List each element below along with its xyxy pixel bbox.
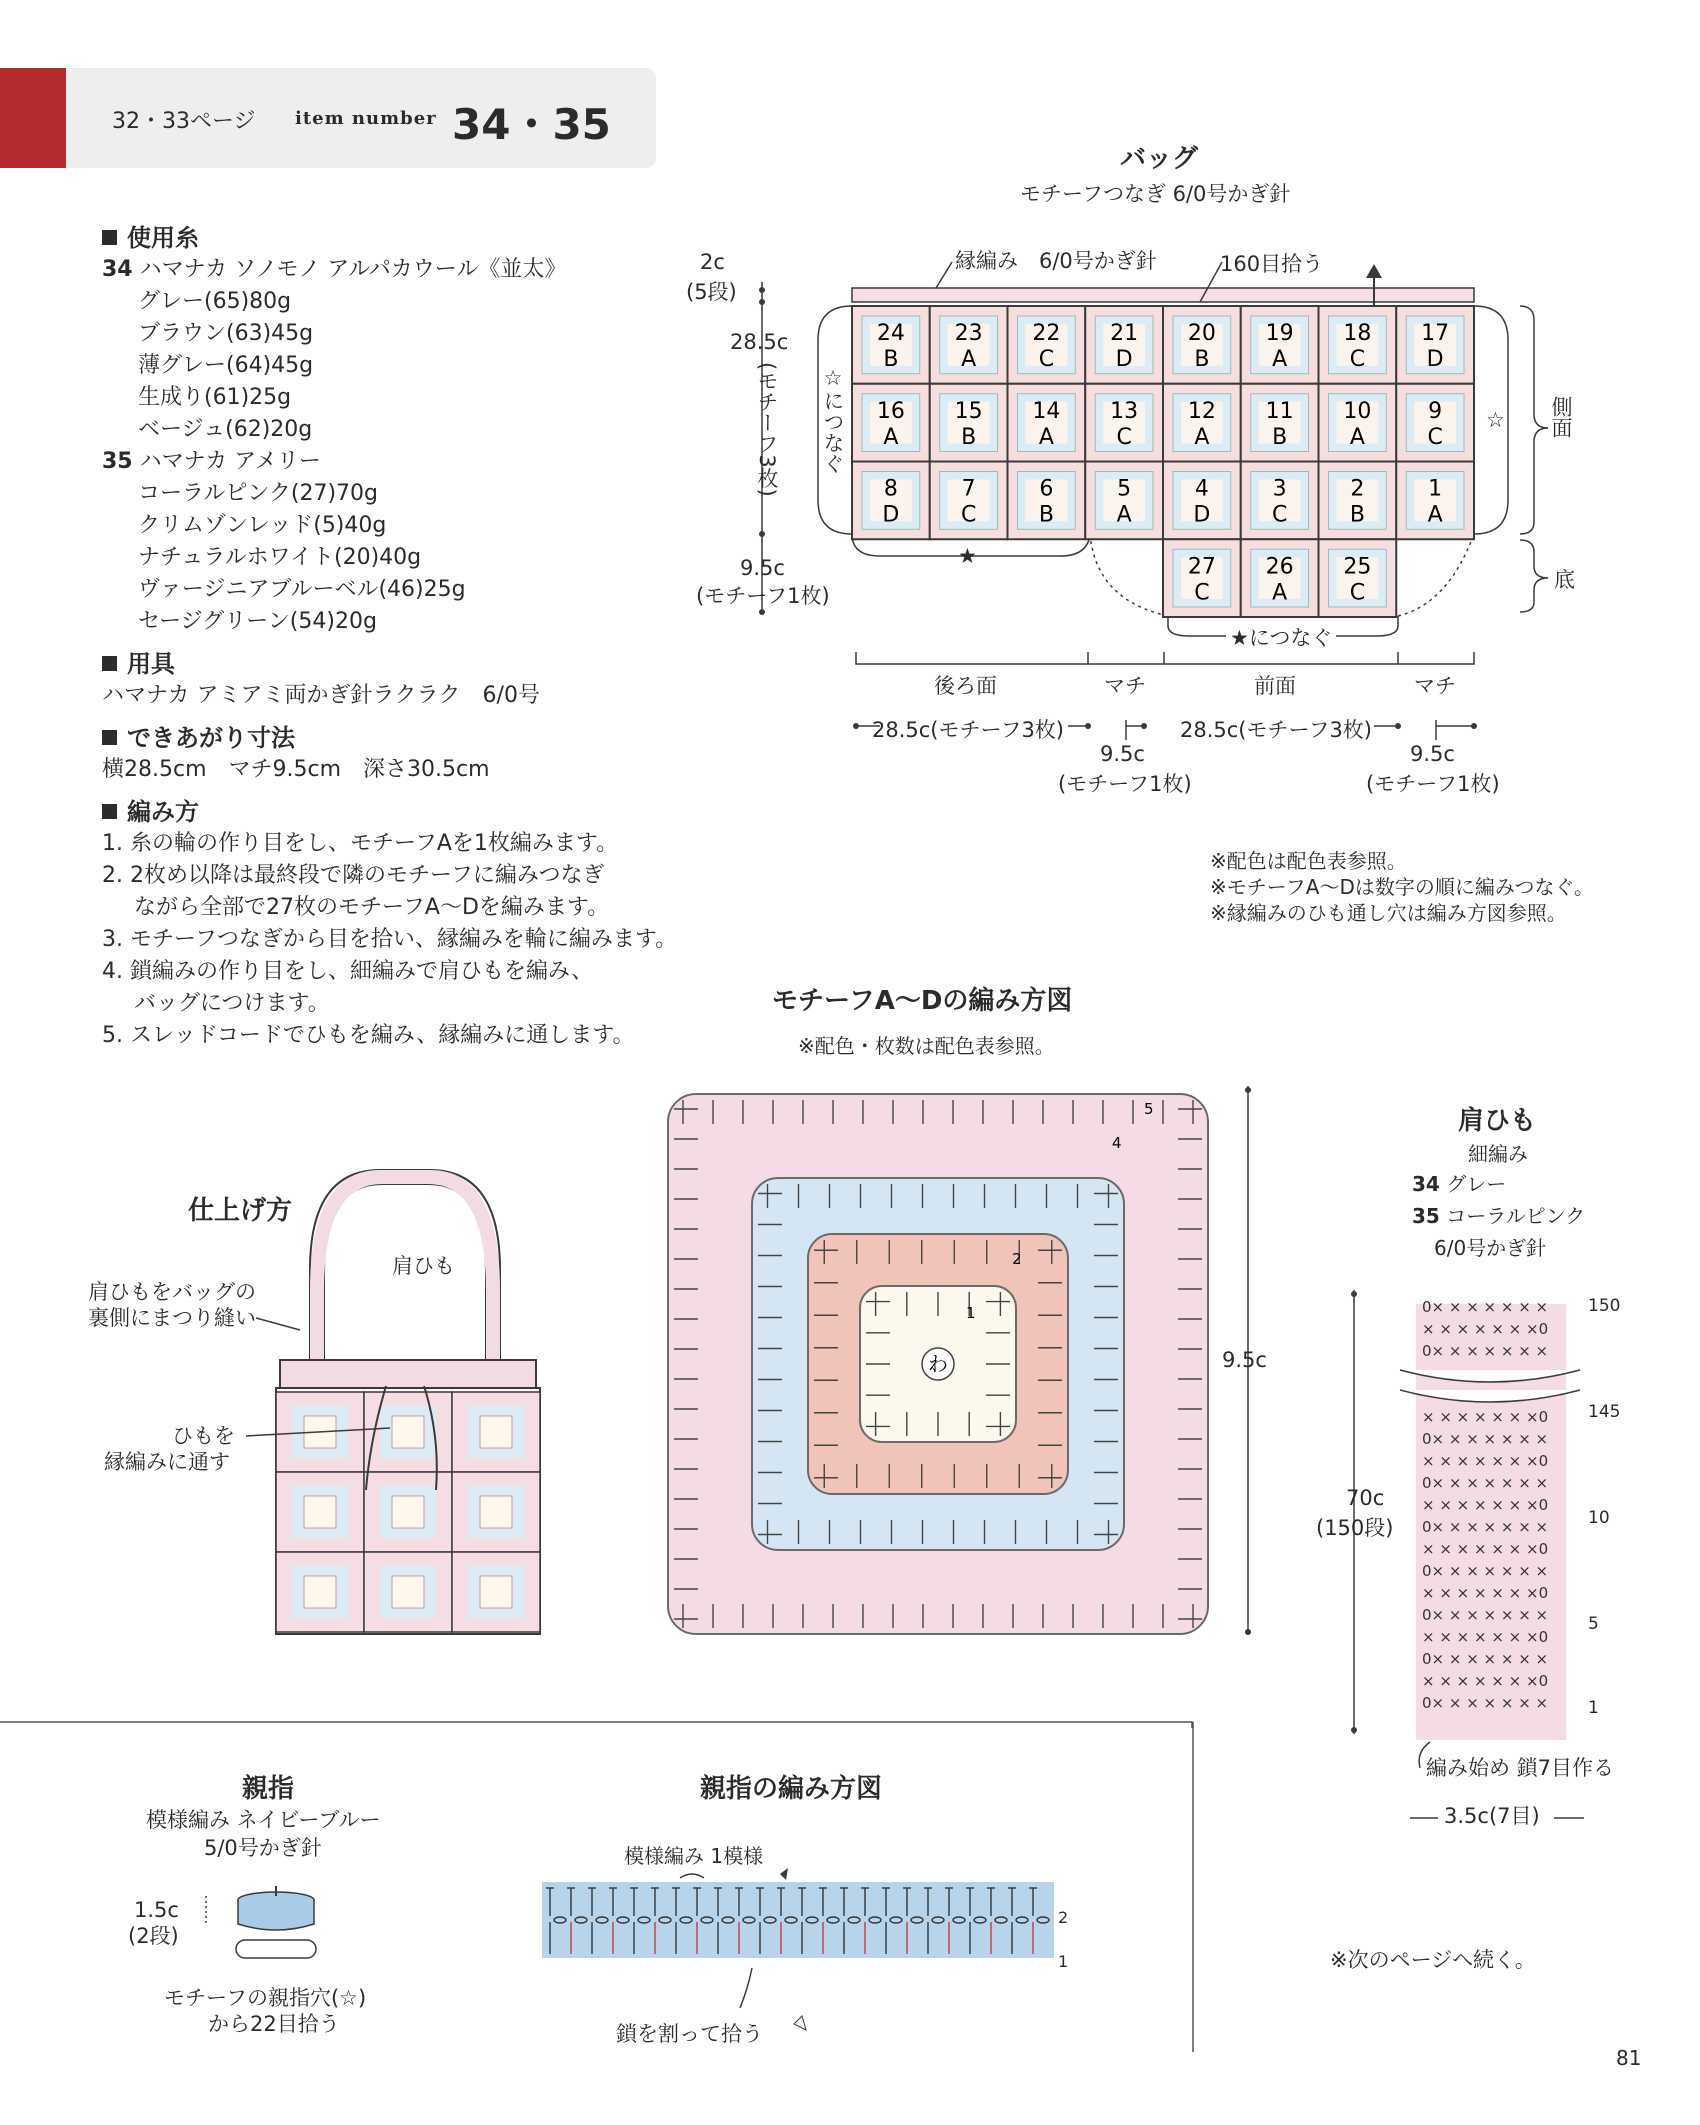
bag-dim-mid: 28.5c: [730, 330, 789, 354]
yarn-35-brand: 35 ハマナカ アメリー: [102, 449, 321, 474]
strap-stitch-row: 0× × × × × × ×: [1422, 1430, 1549, 1448]
method-step: 1. 糸の輪の作り目をし、モチーフAを1枚編みます。: [102, 831, 619, 856]
strap-row-label: 1: [1588, 1698, 1599, 1718]
strap-row-label: 150: [1588, 1296, 1621, 1316]
strap-stitch: 細編み: [1468, 1142, 1528, 1166]
strap-stitch-row: × × × × × × ×0: [1422, 1540, 1549, 1558]
motif-letter: C: [1349, 580, 1366, 606]
note-line: ※縁編みのひも通し穴は編み方図参照。: [1210, 901, 1567, 925]
strap-stitch-row: × × × × × × ×0: [1422, 1584, 1549, 1602]
thumb-title: 親指: [242, 1774, 295, 1804]
bag-dim-gusset: 9.5c: [1100, 742, 1145, 766]
motif-letter: B: [883, 347, 899, 372]
thumb-hook: 5/0号かぎ針: [204, 1836, 322, 1860]
finish-note1-line2: 裏側にまつり縫い: [88, 1306, 256, 1330]
bag-dim-top-rows: (5段): [686, 280, 737, 304]
motif-letter: B: [1272, 424, 1288, 450]
motif-number: 4: [1194, 476, 1209, 502]
motif-letter: B: [961, 424, 977, 450]
bag-white-star: ☆: [1486, 408, 1505, 432]
bag-side-label: 側面: [1549, 396, 1573, 438]
strap-hook: 6/0号かぎ針: [1434, 1236, 1547, 1260]
strap-width-arrows: [1408, 1808, 1588, 1828]
bag-dim-gusset: 9.5c: [1410, 742, 1455, 766]
motif-letter: C: [1271, 502, 1288, 528]
bag-section-gusset: マチ: [1414, 674, 1456, 698]
yarn-35-color: セージグリーン(54)20g: [138, 609, 377, 634]
thumb-pickup-line2: から22目拾う: [208, 2012, 340, 2036]
continue-note: ※次のページへ続く。: [1330, 1948, 1536, 1972]
size-heading: できあがり寸法: [102, 722, 677, 754]
finish-note1-line1: 肩ひもをバッグの: [88, 1280, 256, 1304]
header-pages: 32・33ページ: [112, 109, 256, 134]
motif-number: 6: [1039, 476, 1054, 502]
thumb-pattern: 模様編み ネイビーブルー: [146, 1808, 381, 1832]
motif-number: 3: [1272, 476, 1287, 502]
thumb-chart-split-note: 鎖を割って拾う: [616, 2022, 763, 2046]
motif-number: 9: [1428, 398, 1443, 424]
motif-number: 19: [1265, 321, 1294, 346]
yarn-34-brand: 34 ハマナカ ソノモノ アルパカウール《並太》: [102, 257, 567, 282]
motif-number: 8: [883, 476, 898, 502]
bag-section-gusset: マチ: [1104, 674, 1146, 698]
motif-letter: D: [1426, 347, 1444, 372]
motif-letter: A: [1272, 580, 1288, 606]
bag-dim-gusset-note: (モチーフ1枚): [1058, 772, 1192, 796]
yarn-34-color: グレー(65)80g: [138, 289, 292, 314]
motif-number: 27: [1187, 554, 1216, 580]
motif-number: 17: [1421, 321, 1450, 346]
motif-letter: D: [882, 502, 900, 528]
motif-number: 12: [1187, 398, 1216, 424]
motif-round-label: 1: [966, 1304, 976, 1322]
motif-number: 13: [1110, 398, 1139, 424]
motif-number: 20: [1187, 321, 1216, 346]
strap-width: 3.5c(7目): [1444, 1804, 1540, 1828]
method-step: バッグにつけます。: [134, 991, 330, 1016]
method-step: 2. 2枚め以降は最終段で隣のモチーフに編みつなぎ: [102, 863, 605, 888]
motif-letter: A: [1116, 502, 1132, 528]
bag-dim-top: 2c: [700, 250, 725, 274]
motif-letter: B: [1194, 347, 1210, 372]
finish-note2-line2: 縁編みに通す: [104, 1450, 230, 1474]
motif-number: 1: [1428, 476, 1443, 502]
note-line: ※配色は配色表参照。: [1210, 849, 1407, 873]
size-text: 横28.5cm マチ9.5cm 深さ30.5cm: [102, 757, 490, 782]
bag-dim-width-back: 28.5c(モチーフ3枚): [872, 718, 1064, 742]
thumb-stitch-chart: [540, 1868, 1100, 2038]
motif-title: モチーフA〜Dの編み方図: [772, 986, 1073, 1016]
tools-text: ハマナカ アミアミ両かぎ針ラクラク 6/0号: [102, 683, 540, 708]
strap-color-34: 34 グレー: [1412, 1172, 1507, 1196]
bag-section-front: 前面: [1254, 674, 1296, 698]
section-divider-vertical: [1190, 1722, 1196, 2052]
page-number: 81: [1616, 2046, 1642, 2070]
header-item-label: item number: [295, 108, 437, 129]
motif-letter: A: [1349, 424, 1365, 450]
method-step: ながら全部で27枚のモチーフA〜Dを編みます。: [134, 895, 610, 920]
strap-row-label: 5: [1588, 1614, 1599, 1634]
strap-row-label: 10: [1588, 1508, 1610, 1528]
motif-number: 16: [876, 398, 905, 424]
thumb-dim: 1.5c: [134, 1898, 179, 1922]
motif-number: 14: [1032, 398, 1061, 424]
motif-number: 2: [1350, 476, 1365, 502]
yarn-35-color: ヴァージニアブルーベル(46)25g: [138, 577, 466, 602]
strap-stitch-row: 0× × × × × × ×: [1422, 1562, 1549, 1580]
motif-letter: C: [1038, 347, 1055, 372]
motif-number: 7: [961, 476, 976, 502]
motif-number: 22: [1032, 321, 1061, 346]
thumb-chart-title: 親指の編み方図: [700, 1774, 883, 1804]
strap-stitch-row: × × × × × × ×0: [1422, 1628, 1549, 1646]
thumb-illustration: [180, 1886, 330, 1966]
method-step: 3. モチーフつなぎから目を拾い、縁編みを輪に編みます。: [102, 927, 678, 952]
motif-round-label: 5: [1144, 1100, 1154, 1118]
tools-heading: 用具: [102, 648, 677, 680]
motif-letter: C: [1194, 580, 1210, 606]
thumb-pickup-line1: モチーフの親指穴(☆): [164, 1986, 367, 2010]
motif-letter: A: [1427, 502, 1443, 528]
strap-stitch-row: 0× × × × × × ×: [1422, 1474, 1549, 1492]
section-divider: [0, 1718, 1200, 1728]
thumb-chart-row-label: 2: [1058, 1908, 1069, 1927]
motif-number: 5: [1117, 476, 1132, 502]
strap-length: 70c: [1346, 1486, 1385, 1510]
bag-pickup-label: 160目拾う: [1220, 252, 1324, 276]
motif-letter: D: [1115, 347, 1133, 372]
strap-stitch-row: 0× × × × × × ×: [1422, 1694, 1549, 1712]
bag-section-back: 後ろ面: [934, 674, 997, 698]
motif-number: 18: [1343, 321, 1372, 346]
strap-stitch-row: 0× × × × × × ×: [1422, 1650, 1549, 1668]
motif-number: 23: [954, 321, 983, 346]
motif-letter: C: [1349, 347, 1366, 372]
yarn-34-color: ブラウン(63)45g: [138, 321, 314, 346]
motif-subtitle: ※配色・枚数は配色表参照。: [798, 1034, 1055, 1058]
strap-rows: (150段): [1316, 1516, 1394, 1540]
strap-color-35: 35 コーラルピンク: [1412, 1204, 1586, 1228]
bag-join-black-label: ★につなぐ: [1226, 622, 1336, 652]
finish-title: 仕上げ方: [188, 1196, 293, 1226]
motif-letter: D: [1193, 502, 1211, 528]
bag-subtitle: モチーフつなぎ 6/0号かぎ針: [1020, 182, 1291, 206]
motif-round-label: 4: [1112, 1134, 1122, 1152]
method-step: 4. 鎖編みの作り目をし、細編みで肩ひもを編み、: [102, 959, 594, 984]
yarn-34-color: ベージュ(62)20g: [138, 417, 313, 442]
method-step: 5. スレッドコードでひもを編み、縁編みに通します。: [102, 1023, 635, 1048]
motif-letter: C: [1116, 424, 1132, 450]
yarn-heading: 使用糸: [102, 222, 677, 254]
motif-number: 21: [1110, 321, 1139, 346]
strap-row-label: 145: [1588, 1402, 1621, 1422]
motif-round-label: 2: [1012, 1250, 1022, 1268]
strap-stitch-row: 0× × × × × × ×: [1422, 1606, 1549, 1624]
motif-number: 24: [876, 321, 905, 346]
bag-dim-mid-note: (モチーフ3枚): [755, 362, 779, 497]
bag-edge-label: 縁編み 6/0号かぎ針: [955, 249, 1157, 273]
motif-ring-label: わ: [928, 1352, 948, 1376]
strap-title: 肩ひも: [1458, 1106, 1537, 1136]
strap-start: 編み始め 鎖7目作る: [1426, 1756, 1615, 1780]
motif-number: 10: [1343, 398, 1372, 424]
bag-dim-bottom-note: (モチーフ1枚): [696, 584, 830, 608]
motif-letter: C: [960, 502, 977, 528]
thumb-dim-rows: (2段): [128, 1924, 179, 1948]
strap-stitch-row: 0× × × × × × ×: [1422, 1342, 1549, 1360]
strap-stitch-row: × × × × × × ×0: [1422, 1320, 1549, 1338]
yarn-34-color: 薄グレー(64)45g: [138, 353, 314, 378]
motif-number: 26: [1265, 554, 1294, 580]
yarn-34-color: 生成り(61)25g: [138, 385, 292, 410]
finish-note2-line1: ひもを: [172, 1424, 235, 1448]
motif-letter: A: [961, 347, 977, 372]
bag-bottom-label: 底: [1554, 568, 1575, 592]
strap-stitch-row: × × × × × × ×0: [1422, 1496, 1549, 1514]
motif-letter: A: [1194, 424, 1210, 450]
method-heading: 編み方: [102, 796, 677, 828]
bag-title: バッグ: [1120, 144, 1199, 174]
motif-letter: A: [883, 424, 899, 450]
thumb-chart-repeat: 模様編み 1模様: [624, 1844, 764, 1868]
finish-strap-label: 肩ひも: [392, 1254, 455, 1278]
header-item-numbers: 34・35: [452, 100, 611, 149]
bag-dim-bottom: 9.5c: [740, 556, 785, 580]
strap-stitch-row: × × × × × × ×0: [1422, 1672, 1549, 1690]
bag-black-star: ★: [958, 544, 977, 568]
strap-stitch-row: 0× × × × × × ×: [1422, 1298, 1549, 1316]
motif-number: 15: [954, 398, 983, 424]
yarn-35-color: コーラルピンク(27)70g: [138, 481, 379, 506]
bag-dim-gusset-note: (モチーフ1枚): [1366, 772, 1500, 796]
note-line: ※モチーフA〜Dは数字の順に編みつなぐ。: [1210, 875, 1595, 899]
motif-number: 25: [1343, 554, 1372, 580]
yarn-35-color: クリムゾンレッド(5)40g: [138, 513, 387, 538]
bag-join-white-label: ☆につなぐ: [821, 366, 845, 474]
strap-stitch-row: 0× × × × × × ×: [1422, 1518, 1549, 1536]
motif-number: 11: [1265, 398, 1294, 424]
motif-size: 9.5c: [1222, 1348, 1267, 1372]
yarn-35-color: ナチュラルホワイト(20)40g: [138, 545, 422, 570]
motif-letter: A: [1272, 347, 1288, 372]
strap-stitch-row: × × × × × × ×0: [1422, 1408, 1549, 1426]
motif-letter: C: [1427, 424, 1443, 450]
thumb-chart-row-label: 1: [1058, 1952, 1069, 1971]
motif-letter: B: [1038, 502, 1054, 528]
motif-letter: A: [1038, 424, 1054, 450]
motif-letter: B: [1349, 502, 1365, 528]
strap-stitch-row: × × × × × × ×0: [1422, 1452, 1549, 1470]
bag-dim-width-front: 28.5c(モチーフ3枚): [1180, 718, 1372, 742]
